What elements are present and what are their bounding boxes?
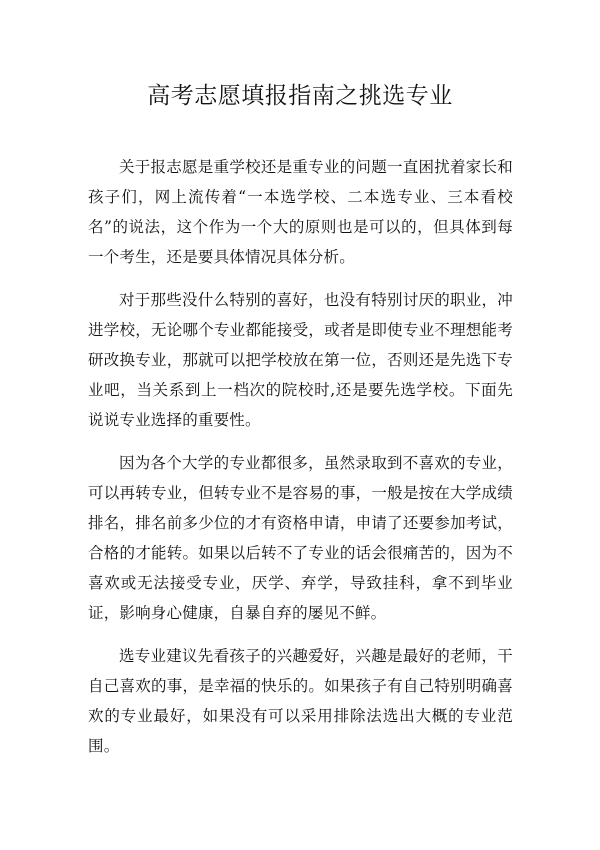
- paragraph-transfer-major: 因为各个大学的专业都很多，虽然录取到不喜欢的专业，可以再转专业，但转专业不是容易的事，一般是按在大学成绩排名，排名前多少位的才有资格申请，申请了还要参加考试，合格的才能转。如果以后转不了专业的话会很痛苦的，因为不喜欢或无法接受专业，厌学、弃学，导致挂科，拿不到毕业证，影响身心健康，自暴自弃的屡见不鲜。: [88, 454, 513, 622]
- paragraph-school-first: 对于那些没什么特别的喜好，也没有特别讨厌的职业，冲进学校，无论哪个专业都能接受，或者是即使专业不理想能考研改换专业，那就可以把学校放在第一位，否则还是先选下专业吧，当关系到上一档次的院校时,还是要先选学校。下面先说说专业选择的重要性。: [88, 291, 513, 429]
- paragraph-interest-advice: 选专业建议先看孩子的兴趣爱好，兴趣是最好的老师，干自己喜欢的事，是幸福的快乐的。如果孩子有自己特别明确喜欢的专业最好，如果没有可以采用排除法选出大概的专业范围。: [88, 647, 513, 755]
- document-title: 高考志愿填报指南之挑选专业: [147, 83, 453, 109]
- paragraph-school-vs-major: 关于报志愿是重学校还是重专业的问题一直困扰着家长和孩子们，网上流传着“一本选学校、二本选专业、三本看校名”的说法，这个作为一个大的原则也是可以的，但具体到每一个考生，还是要具体情况具体分析。: [88, 158, 513, 266]
- document-body: [88, 152, 513, 774]
